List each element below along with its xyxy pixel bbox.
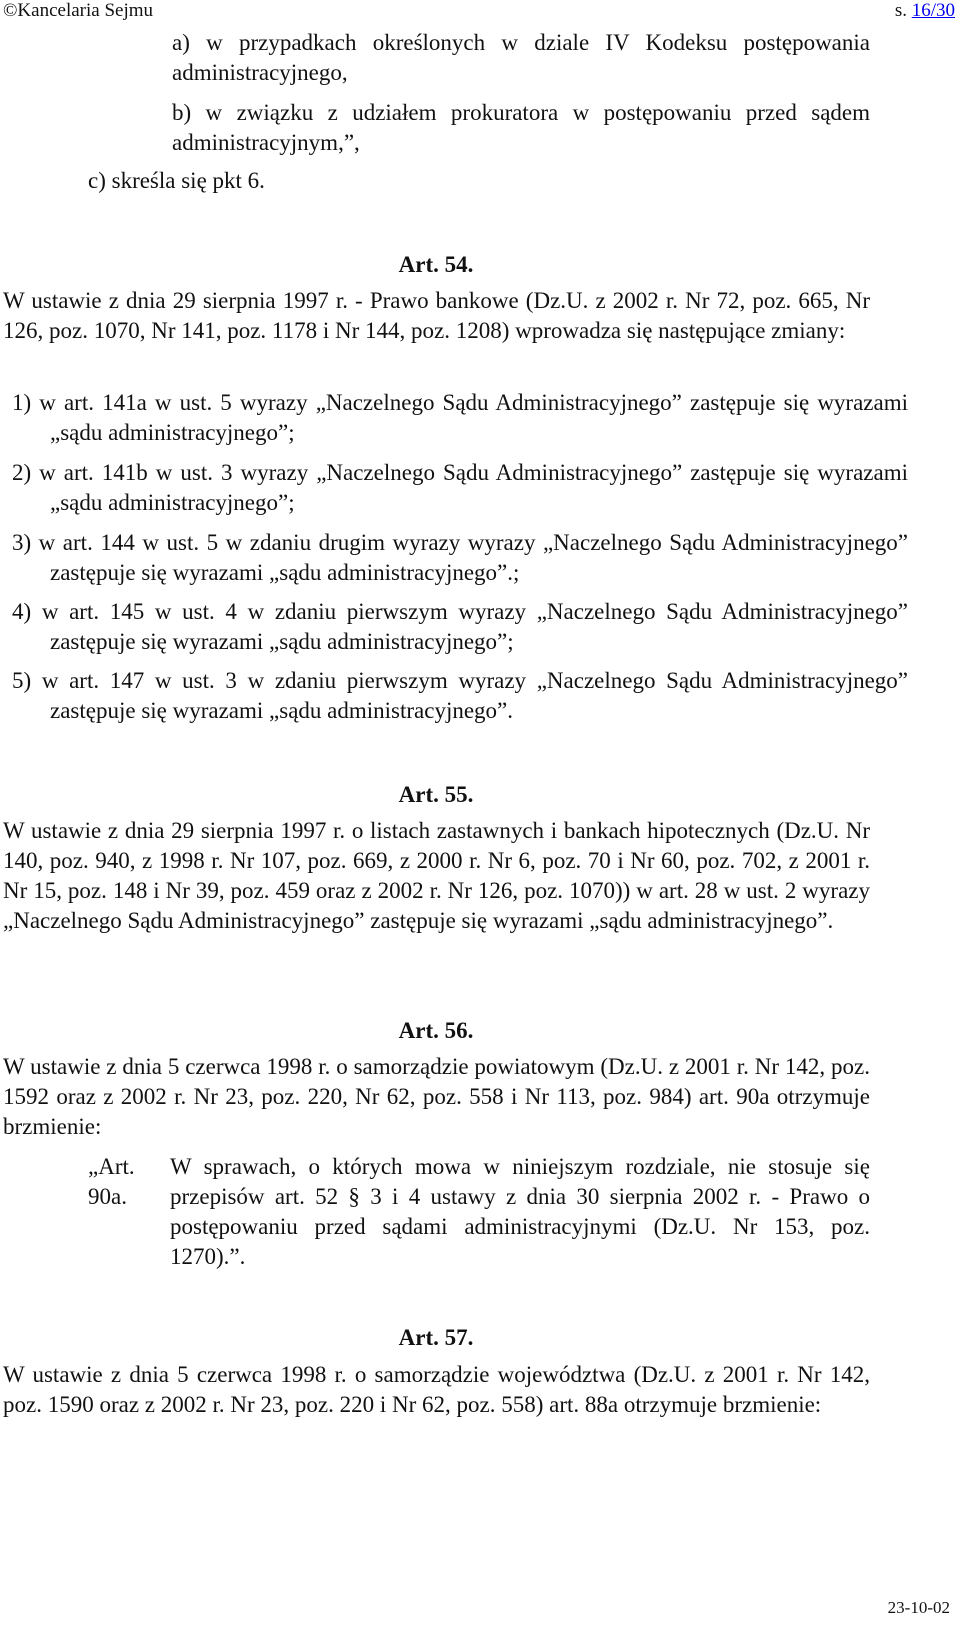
article-54-item-4: 4) w art. 145 w ust. 4 w zdaniu pierwszym wyrazy „Naczelnego Sądu Administracyjnego” zastępuje się wyrazami „sądu administracyjnego”; [12,599,908,654]
page-label: s. [894,0,907,21]
article-54-intro: W ustawie z dnia 29 sierpnia 1997 r. - Prawo bankowe (Dz.U. z 2002 r. Nr 72, poz. 665, Nr 126, poz. 1070, Nr 141, poz. 1178 i Nr 144, poz. 1208) wprowadza się następujące zmiany: [3,288,870,343]
article-54-item-3: 3) w art. 144 w ust. 5 w zdaniu drugim wyrazy wyrazy „Naczelnego Sądu Administracyjnego” zastępuje się wyrazami „sądu administracyjnego”.; [12,530,908,585]
intro-item-b: b) w związku z udziałem prokuratora w postępowaniu przed sądem administracyjnym,”, [172,100,870,155]
article-56-intro: W ustawie z dnia 5 czerwca 1998 r. o samorządzie powiatowym (Dz.U. z 2001 r. Nr 142, poz. 1592 oraz z 2002 r. Nr 23, poz. 220, Nr 62, poz. 558 i Nr 113, poz. 984) art. 90a otrzymuje brzmienie: [3,1054,870,1139]
article-54-title: Art. 54. [398,252,474,277]
copyright-label: ©Kancelaria Sejmu [3,0,154,21]
article-55-text: W ustawie z dnia 29 sierpnia 1997 r. o listach zastawnych i bankach hipotecznych (Dz.U. Nr 140, poz. 940, z 1998 r. Nr 107, poz. 669, z 2000 r. Nr 6, poz. 70 i Nr 60, poz. 702, z 2001 r. Nr 15, poz. 148 i Nr 39, poz. 459 oraz z 2002 r. Nr 126, poz. 1070)) w art. 28 w ust. 2 wyrazy „Naczelnego Sądu Administracyjnego” zastępuje się wyrazami „sądu administracyjnego”. [3,818,870,933]
article-54-item-1: 1) w art. 141a w ust. 5 wyrazy „Naczelnego Sądu Administracyjnego” zastępuje się wyrazami „sądu administracyjnego”; [12,390,908,445]
article-54-item-2: 2) w art. 141b w ust. 3 wyrazy „Naczelnego Sądu Administracyjnego” zastępuje się wyrazami „sądu administracyjnego”; [12,460,908,515]
intro-item-c: c) skreśla się pkt 6. [88,168,265,193]
article-55-title: Art. 55. [398,782,474,807]
intro-item-a: a) w przypadkach określonych w dziale IV Kodeksu postępowania administracyjnego, [172,30,870,85]
article-56-title: Art. 56. [398,1018,474,1043]
page-number [895,0,955,22]
article-57-intro: W ustawie z dnia 5 czerwca 1998 r. o samorządzie województwa (Dz.U. z 2001 r. Nr 142, poz. 1590 oraz z 2002 r. Nr 23, poz. 220 i Nr 62, poz. 558) art. 88a otrzymuje brzmienie: [3,1362,870,1417]
footer-date: 23-10-02 [887,1598,950,1617]
article-54-item-5: 5) w art. 147 w ust. 3 w zdaniu pierwszym wyrazy „Naczelnego Sądu Administracyjnego” zastępuje się wyrazami „sądu administracyjnego”. [12,668,908,723]
page-link[interactable]: 16/30 [911,0,955,21]
article-56-quote-lead: „Art. 90a. [88,1154,135,1209]
article-56-quote-body: W sprawach, o których mowa w niniejszym rozdziale, nie stosuje się przepisów art. 52 § 3 i 4 ustawy z dnia 30 sierpnia 2002 r. - Prawo o postępowaniu przed sądami administracyjnymi (Dz.U. Nr 153, poz. 1270).”. [170,1154,870,1269]
article-57-title: Art. 57. [398,1325,474,1350]
